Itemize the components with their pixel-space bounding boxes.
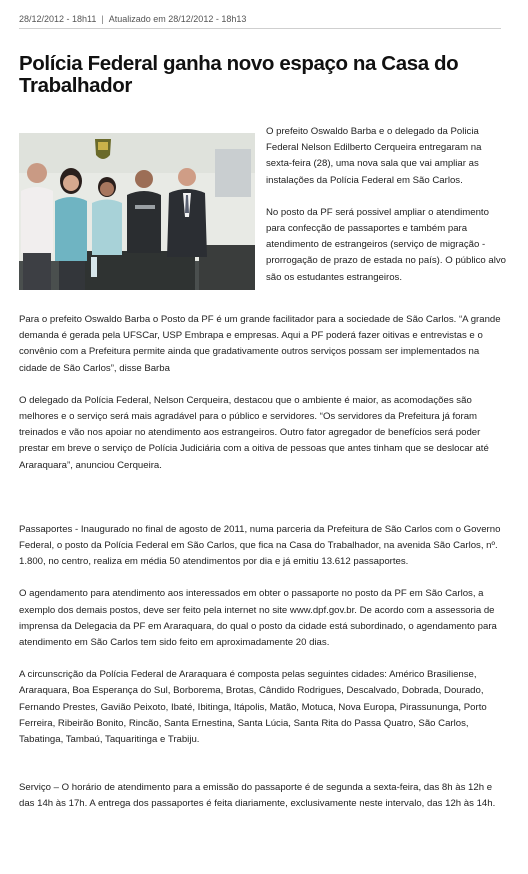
article-meta bbox=[19, 14, 501, 29]
body-paragraph: O delegado da Polícia Federal, Nelson Cerqueira, destacou que o ambiente é maior, as acomodações são melhores e o serviço será mais agradável para o público e servidores. “Os servidores da Prefeitura já foram treinados e vão nos apoiar no atendimento aos estrangeiros. Outro fator agregador de benefícios será poder prestar em breve o serviço de Polícia Judiciária com a oitiva de pessoas que antes tinham que se deslocar até Araraquara”, anunciou Cerqueira. bbox=[19, 394, 489, 471]
body-paragraph: A circunscrição da Polícia Federal de Araraquara é composta pelas seguintes cidades: Américo Brasiliense, Araraquara, Boa Esperança do Sul, Borborema, Brotas, Cândido Rodrigues, Descalvado, Dobrada, Dourado, Fernando Prestes, Gavião Peixoto, Ibaté, Ibitinga, Itápolis, Matão, Motuca, Nova Europa, Pirassununga, Porto Ferreira, Ribeirão Bonito, Rincão, Santa Ernestina, Santa Lúcia, Santa Rita do Passa Quatro, São Carlos, Tabatinga, Tambaú, Taquaritinga e Trabiju. bbox=[19, 669, 487, 746]
meta-separator: | bbox=[101, 14, 104, 24]
body-paragraph: O agendamento para atendimento aos interessados em obter o passaporte no posto da PF em São Carlos, a exemplo dos demais postos, deve ser feito pela internet no site www.dpf.gov.br. De acordo com a assessoria de imprensa da Delegacia da PF em Araraquara, do qual o posto da cidade está subordinado, o agendamento para atendimento em São Carlos tem sido feito em aproximadamente 20 dias. bbox=[19, 588, 497, 649]
lead-paragraph: No posto da PF será possivel ampliar o atendimento para confecção de passaportes e também para atendimento de estrangeiros (serviço de migração - prorrogação de prazo de estada no país). O público alvo são os estudantes estrangeiros. bbox=[266, 206, 506, 283]
body-paragraph: Serviço – O horário de atendimento para a emissão do passaporte é de segunda a sexta-feira, das 8h às 12h e das 14h às 17h. A entrega dos passaportes é feita diariamente, exclusivamente neste intervalo, das 12h às 14h. bbox=[19, 782, 496, 810]
published-date: 28/12/2012 - 18h11 bbox=[19, 14, 97, 24]
updated-date: Atualizado em 28/12/2012 - 18h13 bbox=[108, 14, 247, 24]
article-title: Polícia Federal ganha novo espaço na Casa do Trabalhador bbox=[19, 52, 459, 97]
lead-column bbox=[266, 124, 506, 302]
police-emblem-icon bbox=[95, 139, 111, 159]
lead-paragraph: O prefeito Oswaldo Barba e o delegado da Policia Federal Nelson Edilberto Cerqueira entregaram na sexta-feira (28), uma nova sala que vai ampliar as instalações da Polícia Federal em São Carlos. bbox=[266, 126, 482, 186]
article-photo bbox=[19, 133, 255, 290]
body-paragraph: Passaportes - Inaugurado no final de agosto de 2011, numa parceria da Prefeitura de São Carlos com o Governo Federal, o posto da Polícia Federal em São Carlos, que fica na Casa do Trabalhador, na avenida São Carlos, nº. 1.800, no centro, realiza em média 50 atendimentos por dia e já emitiu 13.612 passaportes. bbox=[19, 523, 501, 568]
body-paragraph: Para o prefeito Oswaldo Barba o Posto da PF é um grande facilitador para a sociedade de São Carlos. “A grande demanda é gerada pela UFSCar, USP Embrapa e empresas. Aqui a PF poderá fazer oitivas e entrevistas e o convênio com a Prefeitura permite ainda que gradativamente outros serviços possam ser implementados na cidade de São Carlos”, disse Barba bbox=[19, 314, 501, 374]
article-body bbox=[19, 312, 505, 829]
